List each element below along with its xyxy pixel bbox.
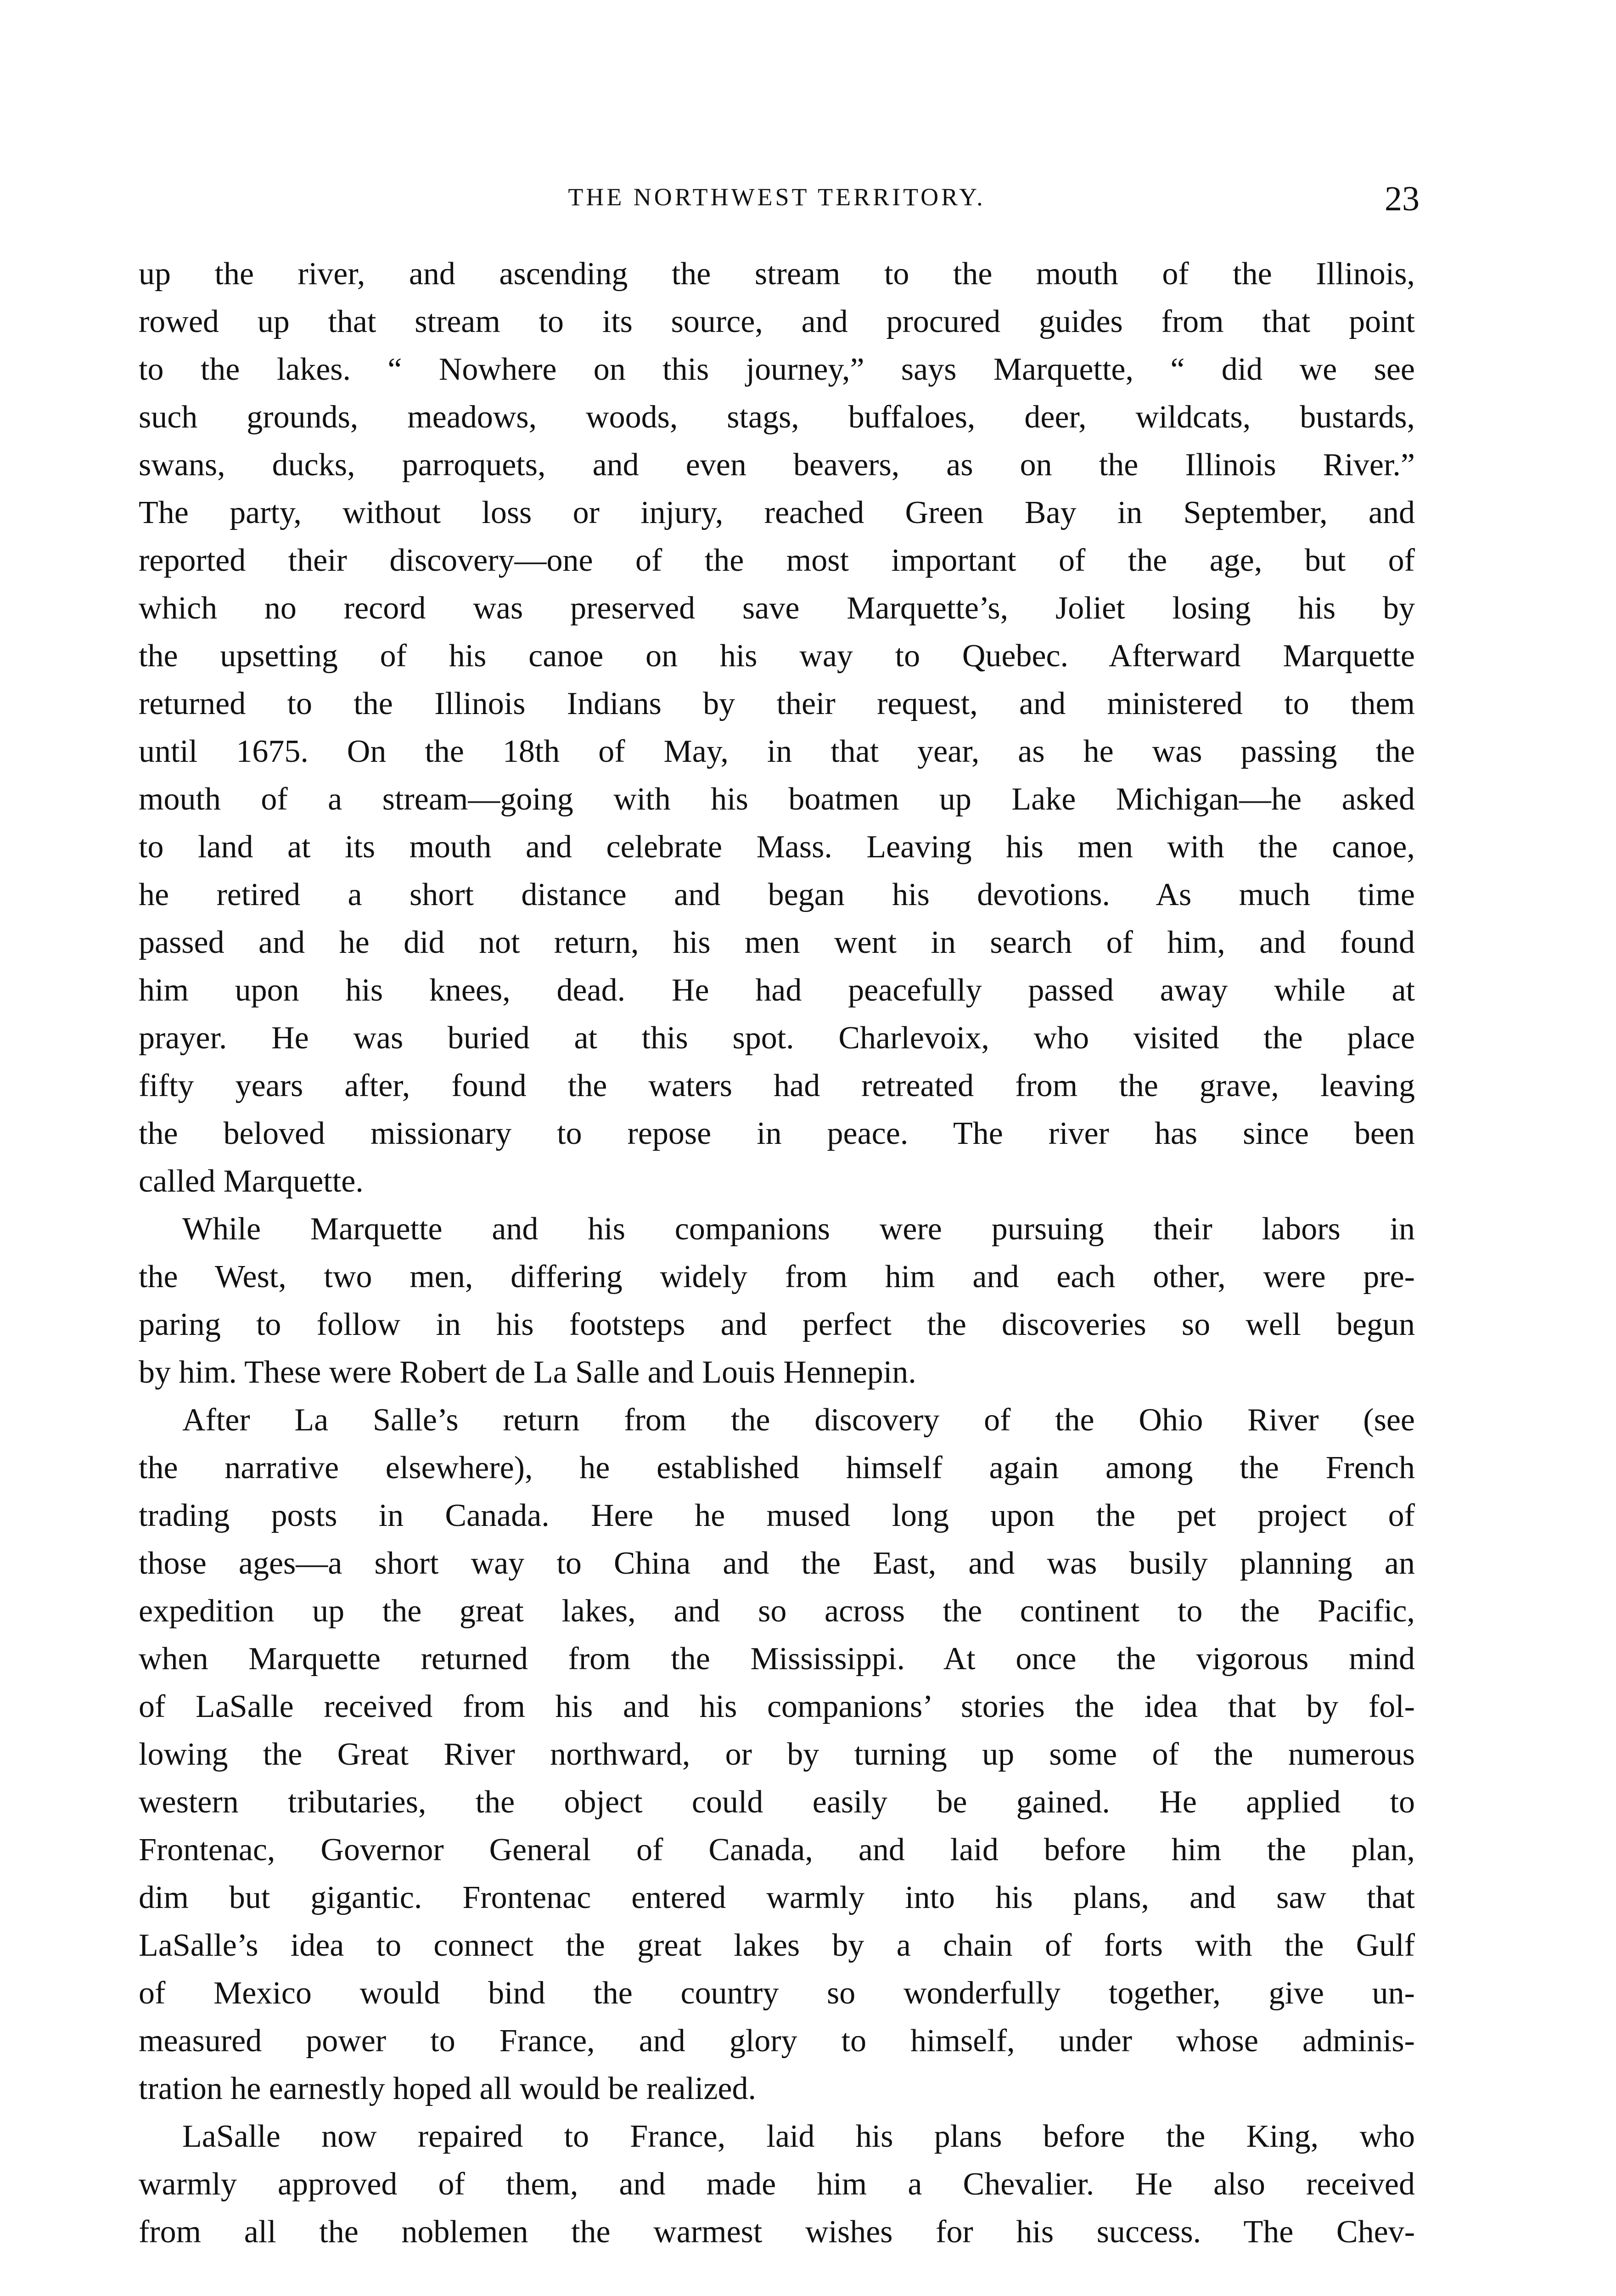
text-line: expedition up the great lakes, and so across the continent to the Pacific, — [139, 1593, 1415, 1629]
text-line: of LaSalle received from his and his companions’ stories the idea that by fol- — [139, 1689, 1415, 1724]
text-line: from all the noblemen the warmest wishes for his success. The Chev- — [139, 2214, 1415, 2250]
text-line: the upsetting of his canoe on his way to Quebec. Afterward Marquette — [139, 638, 1415, 674]
text-line: such grounds, meadows, woods, stags, buffaloes, deer, wildcats, bustards, — [139, 400, 1415, 435]
text-line: the beloved missionary to repose in peace. The river has since been — [139, 1116, 1415, 1151]
body-text — [139, 250, 1415, 2256]
text-line: to land at its mouth and celebrate Mass. Leaving his men with the canoe, — [139, 829, 1415, 865]
paragraph — [139, 2113, 1415, 2256]
text-line: mouth of a stream—going with his boatmen up Lake Michigan—he asked — [139, 782, 1415, 817]
text-line: up the river, and ascending the stream to the mouth of the Illinois, — [139, 256, 1415, 292]
text-line: LaSalle’s idea to connect the great lakes by a chain of forts with the Gulf — [139, 1928, 1415, 1963]
text-line: tration he earnestly hoped all would be realized. — [139, 2071, 757, 2106]
text-line: those ages—a short way to China and the East, and was busily planning an — [139, 1546, 1415, 1581]
text-line: trading posts in Canada. Here he mused long upon the pet project of — [139, 1498, 1415, 1533]
text-line: rowed up that stream to its source, and procured guides from that point — [139, 304, 1415, 339]
text-line: western tributaries, the object could easily be gained. He applied to — [139, 1784, 1415, 1820]
page-number: 23 — [1385, 180, 1420, 218]
text-line: The party, without loss or injury, reached Green Bay in September, and — [139, 495, 1415, 530]
text-line: returned to the Illinois Indians by their request, and ministered to them — [139, 686, 1415, 721]
text-line: to the lakes. “ Nowhere on this journey,” says Marquette, “ did we see — [139, 352, 1415, 387]
text-line: reported their discovery—one of the most important of the age, but of — [139, 543, 1415, 578]
text-line: the West, two men, differing widely from him and each other, were pre- — [139, 1259, 1415, 1294]
text-line: the narrative elsewhere), he established himself again among the French — [139, 1450, 1415, 1486]
text-line: when Marquette returned from the Mississippi. At once the vigorous mind — [139, 1641, 1415, 1677]
text-line: prayer. He was buried at this spot. Charlevoix, who visited the place — [139, 1020, 1415, 1056]
text-line: until 1675. On the 18th of May, in that year, as he was passing the — [139, 734, 1415, 769]
text-line: by him. These were Robert de La Salle and Louis Hennepin. — [139, 1355, 916, 1390]
text-line: dim but gigantic. Frontenac entered warmly into his plans, and saw that — [139, 1880, 1415, 1915]
text-line: him upon his knees, dead. He had peacefully passed away while at — [139, 973, 1415, 1008]
text-line: LaSalle now repaired to France, laid his plans before the King, who — [182, 2119, 1415, 2154]
paragraph — [139, 250, 1415, 1205]
text-line: warmly approved of them, and made him a Chevalier. He also received — [139, 2167, 1415, 2202]
text-line: swans, ducks, parroquets, and even beavers, as on the Illinois River.” — [139, 447, 1415, 483]
paragraph — [139, 1205, 1415, 1396]
text-line: of Mexico would bind the country so wonderfully together, give un- — [139, 1975, 1415, 2011]
text-line: passed and he did not return, his men went in search of him, and found — [139, 925, 1415, 960]
text-line: which no record was preserved save Marquette’s, Joliet losing his by — [139, 591, 1415, 626]
text-line: fifty years after, found the waters had retreated from the grave, leaving — [139, 1068, 1415, 1103]
paragraph — [139, 1396, 1415, 2113]
text-line: measured power to France, and glory to himself, under whose adminis- — [139, 2023, 1415, 2059]
text-line: paring to follow in his footsteps and perfect the discoveries so well begun — [139, 1307, 1415, 1342]
text-line: After La Salle’s return from the discovery of the Ohio River (see — [182, 1402, 1415, 1438]
text-line: he retired a short distance and began his devotions. As much time — [139, 877, 1415, 912]
running-title: THE NORTHWEST TERRITORY. — [568, 183, 986, 211]
text-line: Frontenac, Governor General of Canada, and laid before him the plan, — [139, 1832, 1415, 1868]
page-header — [139, 179, 1420, 220]
text-line: While Marquette and his companions were pursuing their labors in — [182, 1211, 1415, 1247]
text-line: called Marquette. — [139, 1164, 364, 1199]
text-line: lowing the Great River northward, or by turning up some of the numerous — [139, 1737, 1415, 1772]
